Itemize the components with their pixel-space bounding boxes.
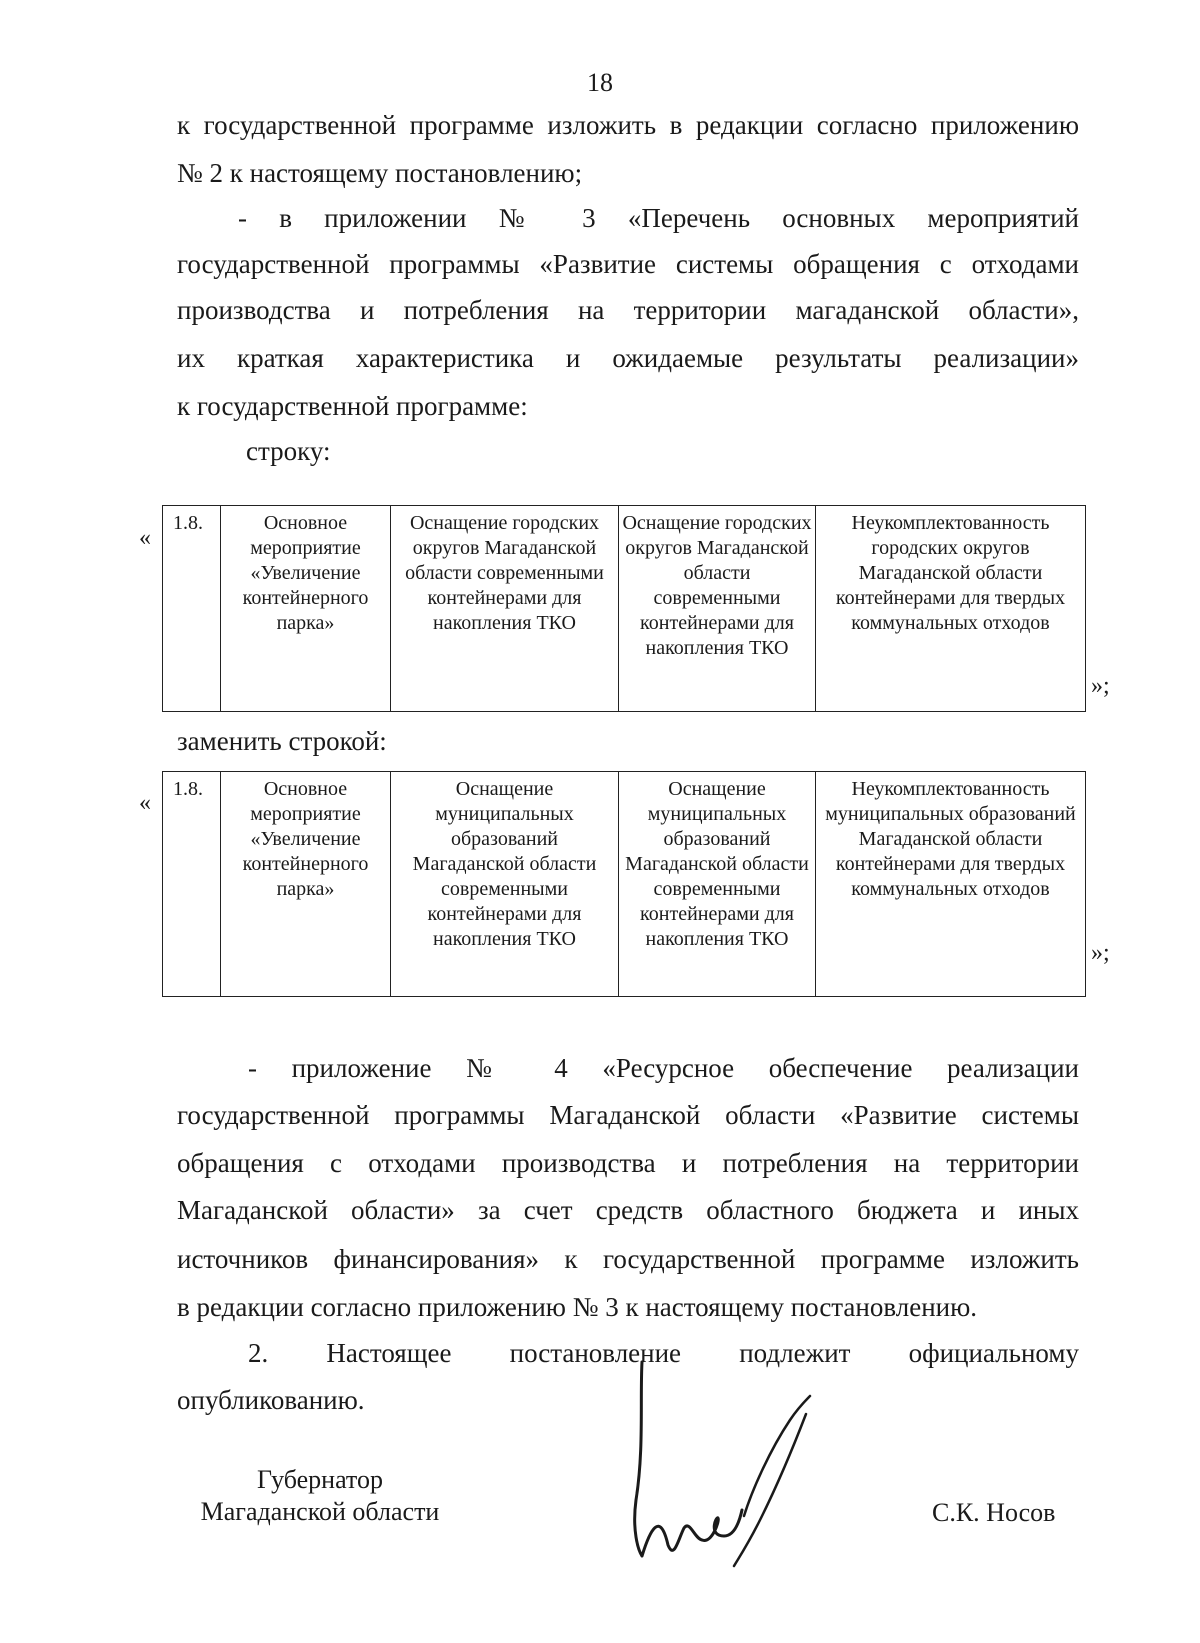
text-line: к государственной программе:	[177, 391, 528, 421]
result-cell: Оснащение городских округов Магаданской области современными контейнерами для накопления ТКО	[619, 506, 816, 712]
text-line: государственной программы Магаданской области «Развитие системы	[177, 1100, 1079, 1130]
text-line: № 2 к настоящему постановлению;	[177, 158, 583, 188]
quote-open: «	[139, 525, 151, 551]
text-line: государственной программы «Развитие системы обращения с отходами	[177, 249, 1079, 279]
quote-close: »;	[1091, 673, 1110, 699]
replace-label: заменить строкой:	[177, 726, 387, 756]
handwritten-signature-icon	[620, 1360, 840, 1600]
signatory-title-line2: Магаданской области	[200, 1497, 440, 1526]
text-line-row-intro: строку:	[246, 436, 331, 466]
signatory-name: С.К. Носов	[932, 1498, 1056, 1527]
text-line: - приложение № 4 «Ресурсное обеспечение реализации	[248, 1053, 1079, 1083]
description-cell: Оснащение муниципальных образований Магаданской области современными контейнерами для накопления ТКО	[391, 772, 619, 997]
row-number-cell: 1.8.	[163, 506, 221, 712]
event-cell: Основное мероприятие «Увеличение контейнерного парка»	[221, 506, 391, 712]
description-cell: Оснащение городских округов Магаданской области современными контейнерами для накопления ТКО	[391, 506, 619, 712]
text-line: - в приложении № 3 «Перечень основных мероприятий	[238, 203, 1079, 233]
table-row	[163, 772, 1086, 997]
text-line: опубликованию.	[177, 1385, 365, 1415]
text-line: Магаданской области» за счет средств областного бюджета и иных	[177, 1195, 1079, 1225]
result-cell: Оснащение муниципальных образований Магаданской области современными контейнерами для накопления ТКО	[619, 772, 816, 997]
signatory-title	[190, 1464, 450, 1528]
text-line: в редакции согласно приложению № 3 к настоящему постановлению.	[177, 1292, 978, 1322]
row-number-cell: 1.8.	[163, 772, 221, 997]
text-line: производства и потребления на территории магаданской области»,	[177, 295, 1079, 325]
new-row-table	[162, 771, 1086, 997]
quote-open: «	[139, 790, 151, 816]
signatory-title-line1: Губернатор	[257, 1465, 383, 1494]
text-line: источников финансирования» к государственной программе изложить	[177, 1244, 1079, 1274]
problem-cell: Неукомплектованность муниципальных образований Магаданской области контейнерами для твердых коммунальных отходов	[816, 772, 1086, 997]
problem-cell: Неукомплектованность городских округов Магаданской области контейнерами для твердых коммунальных отходов	[816, 506, 1086, 712]
page-number: 18	[587, 68, 613, 97]
text-line: к государственной программе изложить в редакции согласно приложению	[177, 110, 1079, 140]
old-row-table	[162, 505, 1086, 712]
quote-close: »;	[1091, 940, 1110, 966]
text-line: обращения с отходами производства и потребления на территории	[177, 1148, 1079, 1178]
table-row	[163, 506, 1086, 712]
event-cell: Основное мероприятие «Увеличение контейнерного парка»	[221, 772, 391, 997]
text-line: 2. Настоящее постановление подлежит официальному	[248, 1338, 1079, 1368]
text-line: их краткая характеристика и ожидаемые результаты реализации»	[177, 343, 1079, 373]
